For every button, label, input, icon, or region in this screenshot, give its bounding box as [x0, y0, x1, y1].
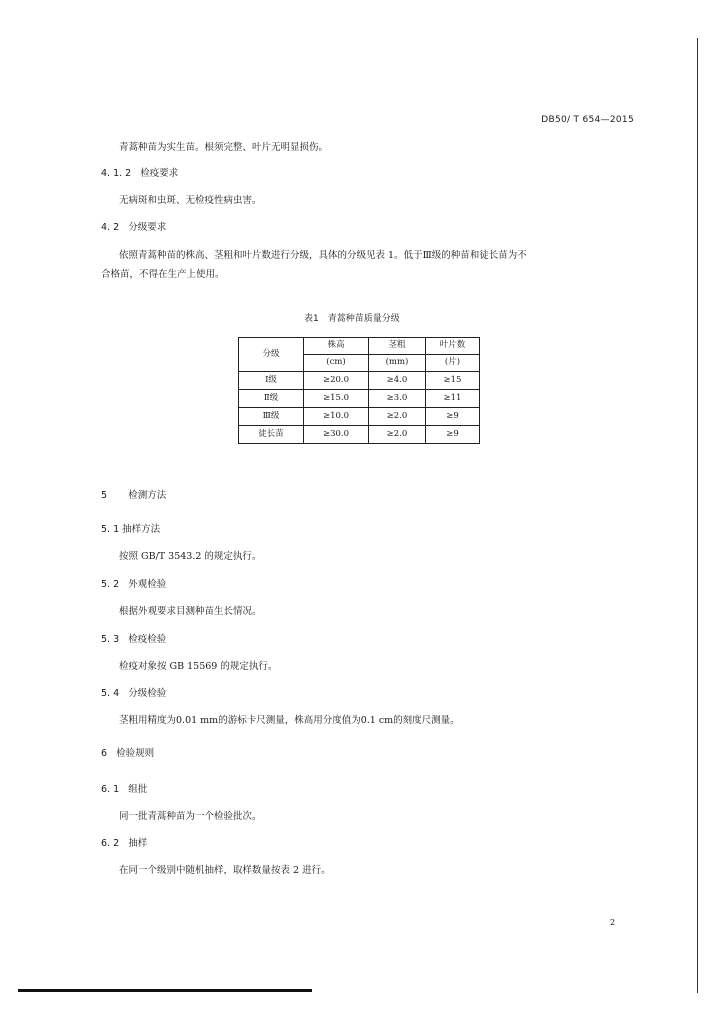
seedling-grade-table: [238, 337, 480, 444]
section-number: 5. 1: [101, 524, 120, 535]
table-cell: Ⅰ级: [239, 372, 304, 390]
page-number: 2: [610, 918, 616, 927]
paragraph-appearance-check: 根据外观要求目测种苗生长情况。: [119, 606, 262, 617]
section-5-2-heading: [101, 576, 166, 590]
header-leaves: 叶片数: [426, 338, 480, 355]
header-grade: 分级: [239, 338, 304, 372]
section-number: 5. 2: [101, 579, 120, 590]
header-height: 株高: [304, 338, 369, 355]
paragraph-quarantine-requirement: 无病斑和虫斑、无检疫性病虫害。: [119, 195, 262, 206]
section-number: 4. 2: [101, 222, 120, 233]
section-title: 分级检验: [128, 688, 167, 699]
table-cell: Ⅱ级: [239, 390, 304, 408]
section-title: 分级要求: [128, 222, 167, 233]
table-cell: ≥20.0: [304, 372, 369, 390]
section-title: 组批: [128, 784, 148, 795]
section-title: 检疫检验: [128, 634, 167, 645]
paragraph-sampling-method: 按照 GB/T 3543.2 的规定执行。: [119, 551, 262, 562]
table-cell: Ⅲ级: [239, 408, 304, 426]
table-cell: ≥11: [426, 390, 480, 408]
section-number: 6: [101, 748, 108, 759]
section-number: 6. 2: [101, 838, 120, 849]
section-title: 抽样: [128, 838, 148, 849]
section-number: 4. 1. 2: [101, 168, 132, 179]
paragraph-seedling-type: 青蒿种苗为实生苗。根须完整、叶片无明显损伤。: [119, 142, 329, 153]
table-row: [239, 408, 480, 426]
section-5-1-heading: [101, 521, 160, 535]
section-5-4-heading: [101, 685, 166, 699]
table-header-row: [239, 338, 480, 355]
section-number: 6. 1: [101, 784, 120, 795]
header-leaves-unit: (片): [426, 355, 480, 372]
table-cell: 徒长苗: [239, 426, 304, 444]
standard-number: DB50/ T 654—2015: [541, 115, 634, 125]
table-cell: ≥3.0: [369, 390, 426, 408]
section-number: 5: [101, 490, 108, 501]
table-cell: ≥2.0: [369, 408, 426, 426]
table-cell: ≥9: [426, 426, 480, 444]
table-cell: ≥4.0: [369, 372, 426, 390]
header-stem-unit: (mm): [369, 355, 426, 372]
footer-rule: [18, 989, 312, 992]
section-4-2-heading: [101, 219, 166, 233]
header-stem: 茎粗: [369, 338, 426, 355]
table-cell: ≥2.0: [369, 426, 426, 444]
section-title: 外观检验: [128, 579, 167, 590]
table-cell: ≥10.0: [304, 408, 369, 426]
table-cell: ≥15.0: [304, 390, 369, 408]
section-number: 5. 4: [101, 688, 120, 699]
paragraph-grading-line-1: 依照青蒿种苗的株高、茎粗和叶片数进行分级，具体的分级见表 1。低于Ⅲ级的种苗和徒长苗为不: [119, 250, 527, 261]
table-cell: ≥15: [426, 372, 480, 390]
section-4-1-2-heading: [101, 165, 178, 179]
section-6-2-heading: [101, 835, 147, 849]
section-title: 检测方法: [128, 490, 167, 501]
section-6-heading: [101, 745, 154, 759]
paragraph-sampling: 在同一个级别中随机抽样，取样数量按表 2 进行。: [119, 865, 331, 876]
table-caption: 表1 青蒿种苗质量分级: [304, 314, 400, 324]
table-cell: ≥9: [426, 408, 480, 426]
section-title: 抽样方法: [122, 524, 161, 535]
table-cell: ≥30.0: [304, 426, 369, 444]
header-height-unit: (cm): [304, 355, 369, 372]
paragraph-batching: 同一批青蒿种苗为一个检验批次。: [119, 811, 262, 822]
paragraph-grading-line-2: 合格苗，不得在生产上使用。: [101, 269, 225, 280]
section-number: 5. 3: [101, 634, 120, 645]
section-title: 检验规则: [116, 748, 155, 759]
paragraph-grade-measurement: 茎粗用精度为0.01 mm的游标卡尺测量，株高用分度值为0.1 cm的刻度尺测量。: [119, 715, 460, 726]
table-row: [239, 372, 480, 390]
section-5-3-heading: [101, 631, 166, 645]
paragraph-quarantine-check: 检疫对象按 GB 15569 的规定执行。: [119, 661, 278, 672]
scan-right-edge-line: [697, 38, 698, 993]
section-title: 检疫要求: [140, 168, 179, 179]
section-6-1-heading: [101, 781, 147, 795]
section-5-heading: [101, 487, 166, 501]
table-row: [239, 426, 480, 444]
table-row: [239, 390, 480, 408]
